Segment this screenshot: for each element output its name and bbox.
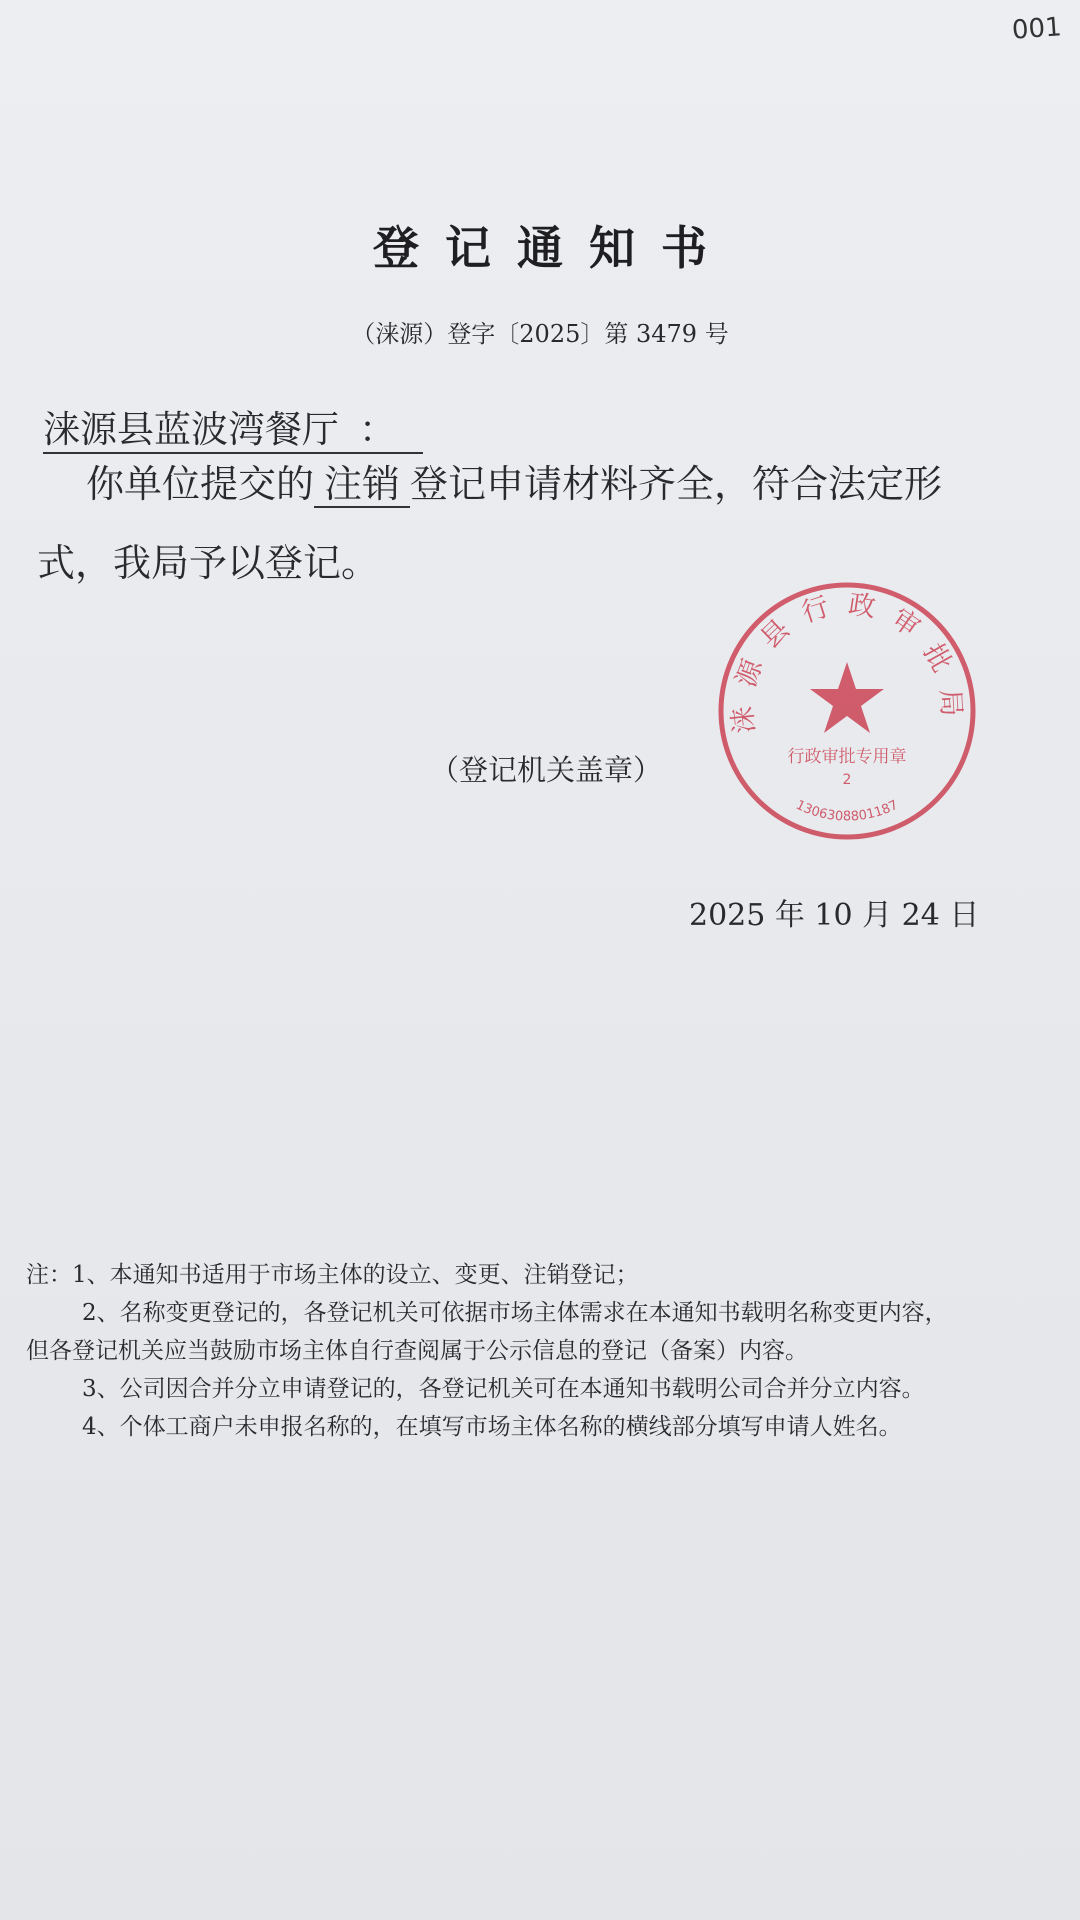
seal-inner-number: 2: [842, 772, 852, 788]
seal-outer-text: 涞源县行政审批局: [727, 589, 967, 735]
seal-inner-text: 行政审批专用章: [787, 747, 907, 767]
note-4: 4、个体工商户未申报名称的，在填写市场主体名称的横线部分填写申请人姓名。: [82, 1414, 902, 1440]
note-1: 注：1、本通知书适用于市场主体的设立、变更、注销登记；: [26, 1262, 639, 1288]
recipient-line: [43, 408, 423, 454]
page-number-mark: 001: [1011, 12, 1063, 46]
body-suffix: 登记申请材料齐全，符合法定形: [410, 462, 943, 506]
body-line-1: [86, 462, 942, 508]
note-2-continued: 但各登记机关应当鼓励市场主体自行查阅属于公示信息的登记（备案）内容。: [26, 1338, 808, 1364]
seal-code: 1306308801187: [793, 797, 901, 825]
recipient-colon: ：: [359, 408, 396, 451]
note-2: 2、名称变更登记的，各登记机关可依据市场主体需求在本通知书载明名称变更内容，: [82, 1300, 948, 1326]
document-title: 登记通知书: [373, 221, 733, 275]
document-number: （涞源）登字〔2025〕第 3479 号: [351, 320, 729, 348]
seal-note: （登记机关盖章）: [430, 753, 663, 787]
registration-type: 注销: [314, 462, 410, 508]
star-icon: [810, 662, 884, 733]
official-seal: [712, 576, 982, 846]
issue-date: 2025 年 10 月 24 日: [689, 898, 980, 933]
note-3: 3、公司因合并分立申请登记的，各登记机关可在本通知书载明公司合并分立内容。: [82, 1376, 925, 1402]
body-prefix: 你单位提交的: [86, 462, 315, 506]
recipient-name: 涞源县蓝波湾餐厅: [43, 408, 339, 451]
notes-section: [26, 1256, 948, 1446]
body-line-2: 式，我局予以登记。: [37, 541, 380, 585]
